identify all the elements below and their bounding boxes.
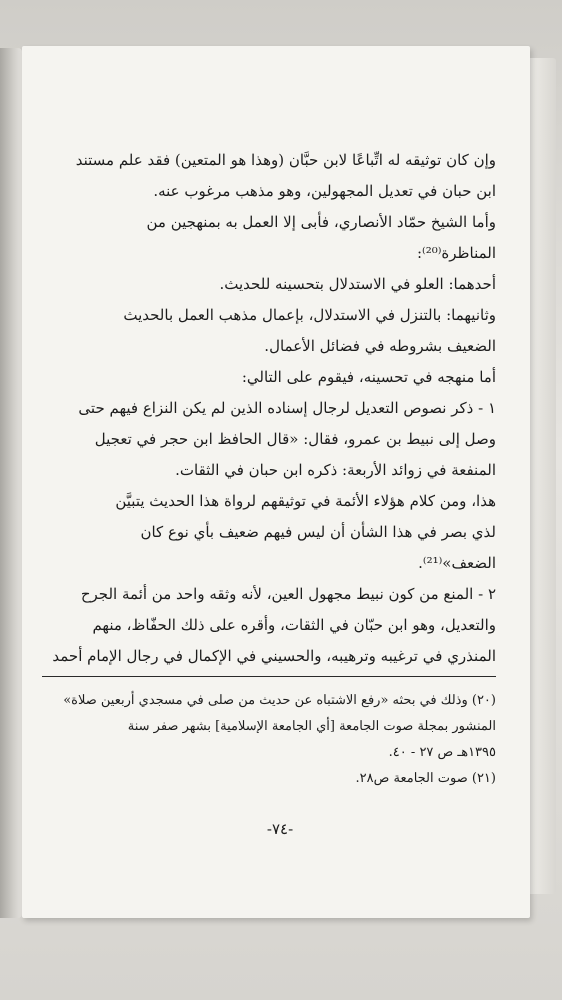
text-line: ١ - ذكر نصوص التعديل لرجال إسناده الذين لم يكن النزاع فيهم حتى (78, 399, 496, 417)
text-line: أحدهما: العلو في الاستدلال بتحسينه للحديث. (219, 275, 496, 293)
text-line: وأما الشيخ حمّاد الأنصاري، فأبى إلا العمل به بمنهجين من (146, 213, 496, 231)
text-line: لذي بصر في هذا الشأن أن ليس فيهم ضعيف بأي نوع كان (140, 523, 496, 541)
text-line: الضعف»⁽²¹⁾. (418, 554, 496, 572)
previous-page-edge (0, 48, 22, 918)
text-line: والتعديل، وهو ابن حبّان في الثقات، وأقره على ذلك الحفّاظ، منهم (92, 616, 496, 634)
text-line: هذا، ومن كلام هؤلاء الأئمة في توثيقهم لرواة هذا الحديث يتبيَّن (115, 492, 496, 510)
main-text (42, 145, 496, 672)
footnote-line: ١٣٩٥هـ ص ٢٧ - ٤٠. (388, 745, 496, 760)
text-line: المنفعة في زوائد الأربعة: ذكره ابن حبان في الثقات. (175, 461, 496, 479)
text-line: المناظرة⁽²⁰⁾: (416, 244, 496, 262)
footnote-line: المنشور بمجلة صوت الجامعة [أي الجامعة الإسلامية] بشهر صفر سنة (127, 719, 496, 734)
text-line: وإن كان توثيقه له اتِّباعًا لابن حبَّان (وهذا هو المتعين) فقد علم مستند (75, 151, 496, 169)
text-line: ابن حبان في تعديل المجهولين، وهو مذهب مرغوب عنه. (153, 182, 496, 200)
text-line: الضعيف بشروطه في فضائل الأعمال. (264, 337, 496, 355)
text-line: أما منهجه في تحسينه، فيقوم على التالي: (241, 368, 496, 386)
page-number: -٧٤- (266, 820, 294, 838)
footnote-line: (٢٠) وذلك في بحثه «رفع الاشتباه عن حديث من صلى في مسجدي أربعين صلاة» (63, 693, 496, 708)
text-line: ٢ - المنع من كون نبيط مجهول العين، لأنه وثقه واحد من أئمة الجرح (80, 585, 496, 603)
text-line: المنذري في ترغيبه وترهيبه، والحسيني في الإكمال في رجال الإمام أحمد (52, 647, 496, 665)
footnote-line: (٢١) صوت الجامعة ص٢٨. (355, 771, 496, 786)
text-line: وثانيهما: بالتنزل في الاستدلال، بإعمال مذهب العمل بالحديث (123, 306, 496, 324)
text-line: وصل إلى نبيط بن عمرو، فقال: «قال الحافظ ابن حجر في تعجيل (94, 430, 496, 448)
footnote-divider (42, 676, 496, 677)
footnotes (42, 688, 496, 792)
